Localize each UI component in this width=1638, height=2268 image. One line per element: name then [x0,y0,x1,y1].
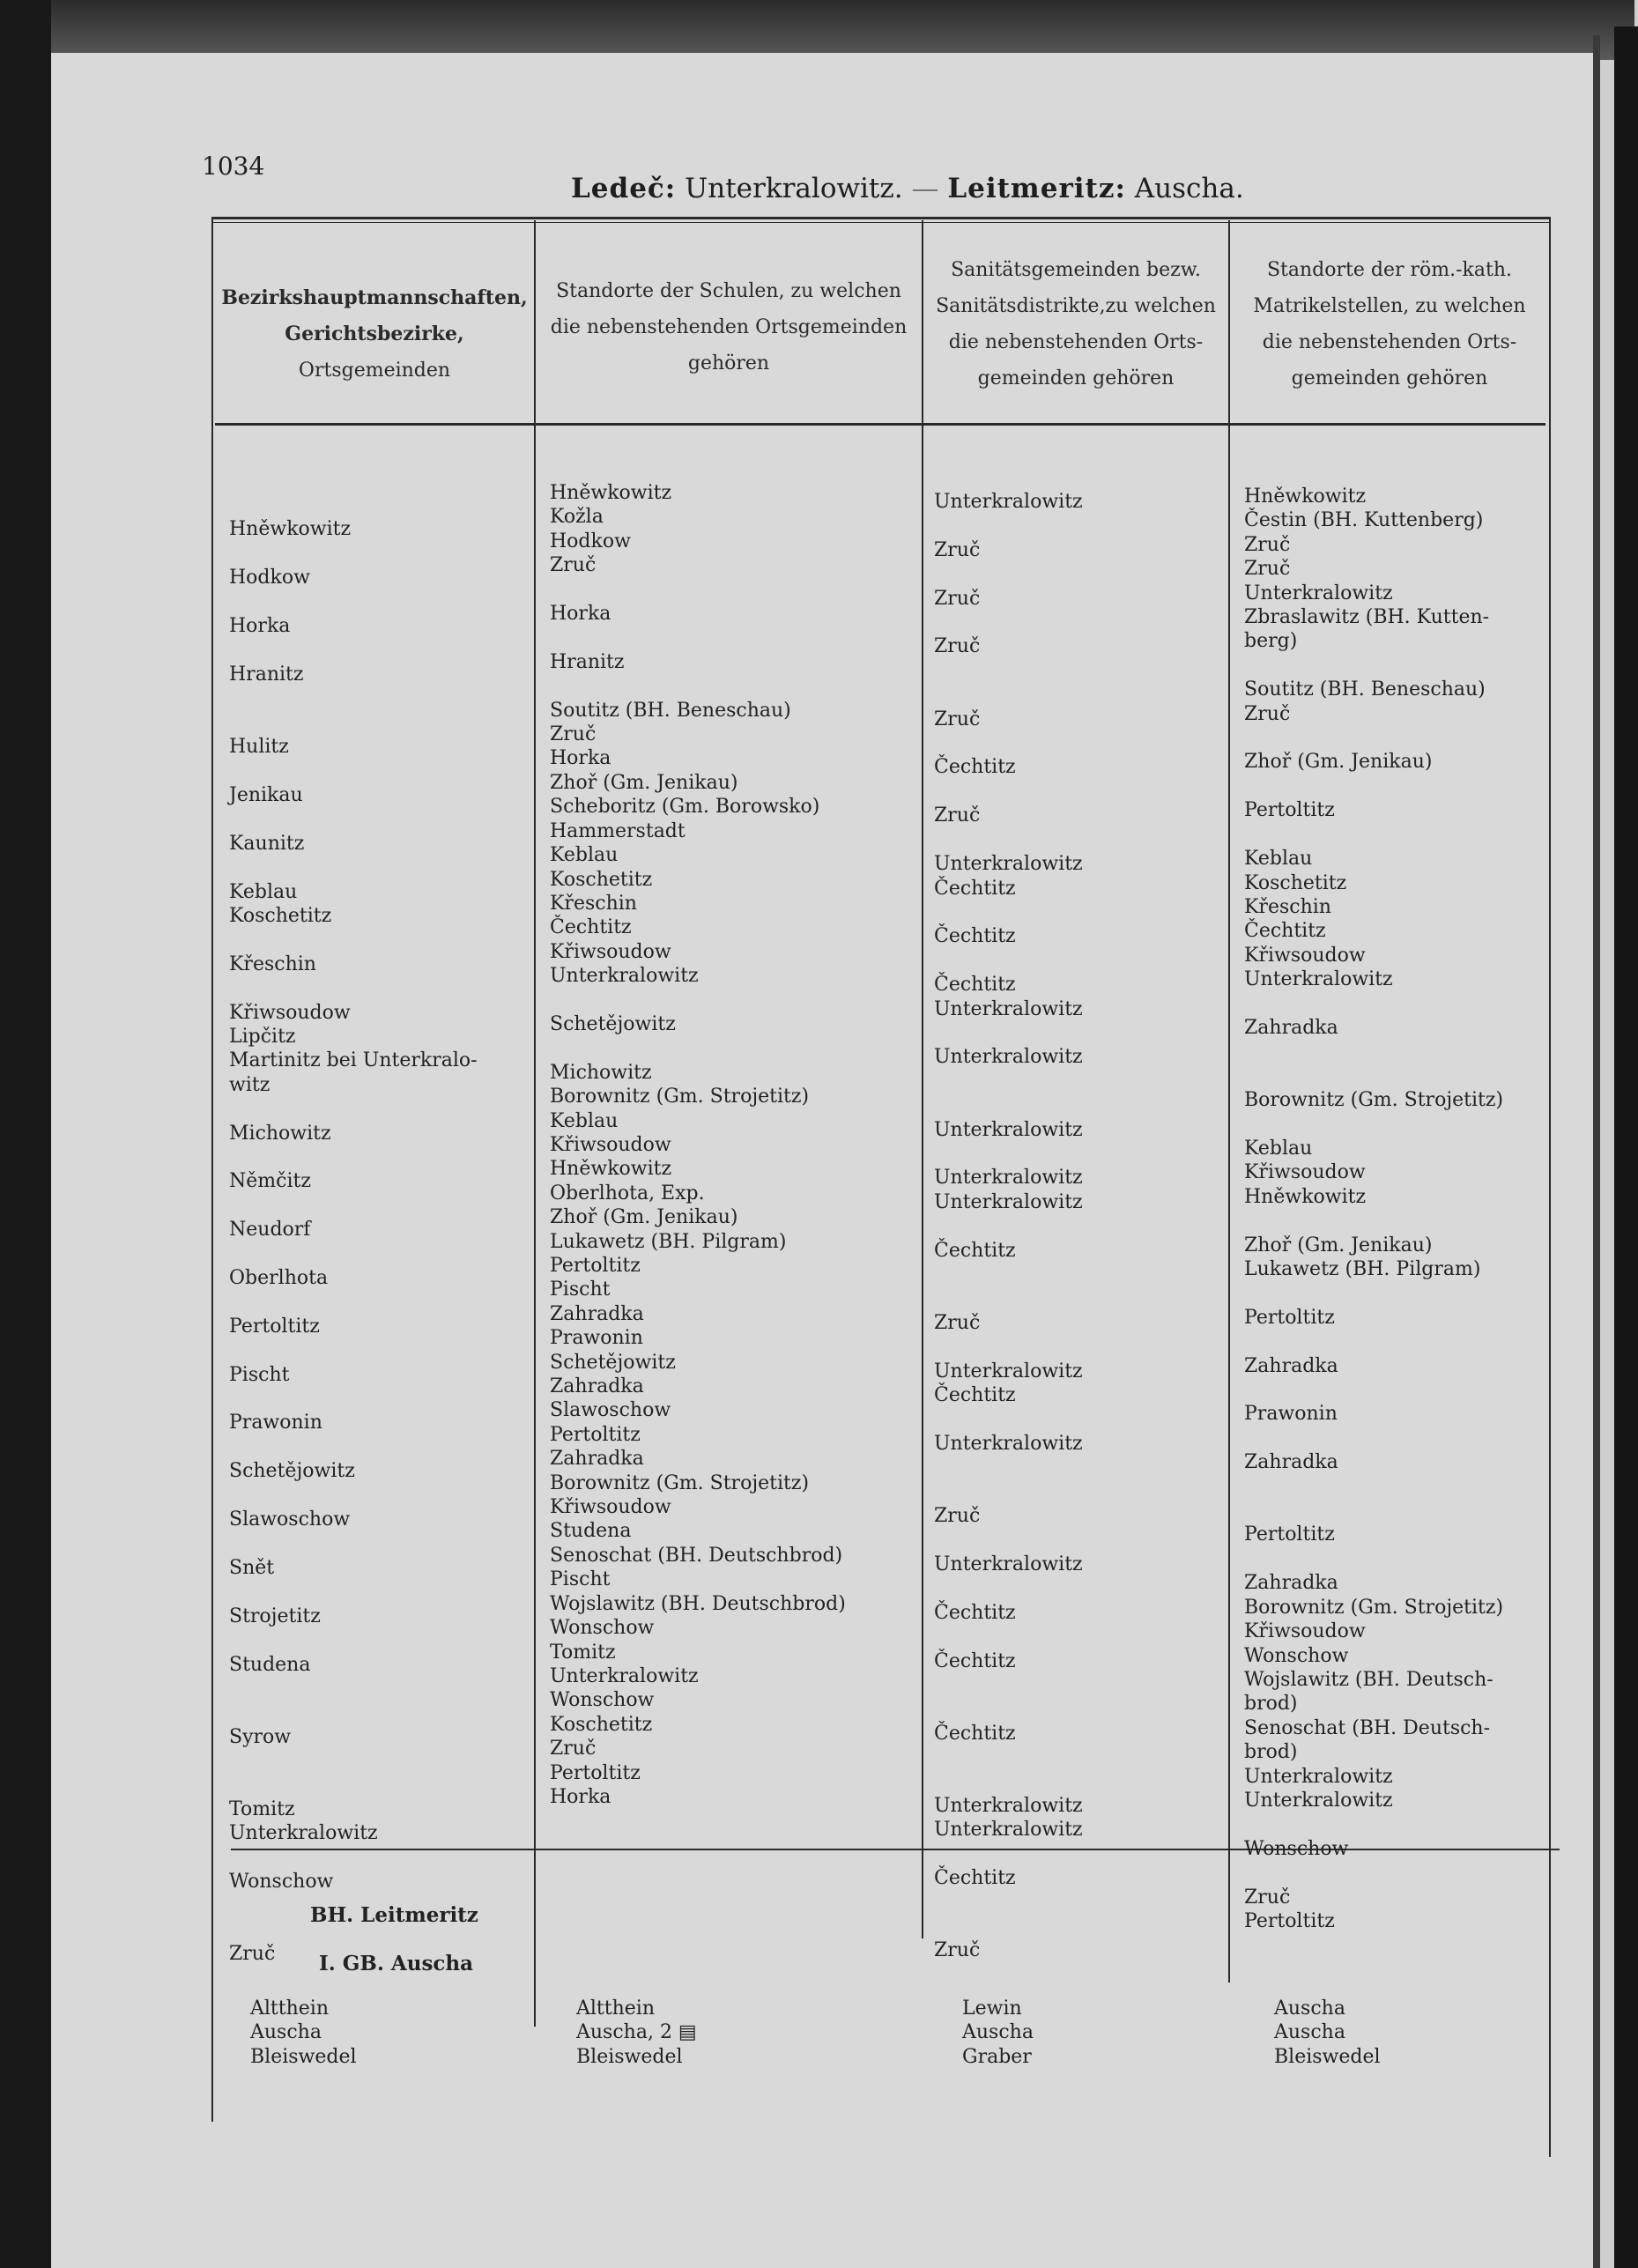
table-cell [1244,1281,1503,1305]
table-cell [934,949,1083,973]
table-cell: Unterkralowitz [229,1822,378,1845]
table-cell: Schetějowitz [550,1012,676,1035]
table-cell [1244,726,1503,750]
col-ortsgemeinden [229,493,478,1967]
table-cell: Čechtitz [934,1722,1016,1745]
table-cell: Čechtitz [934,974,1016,997]
table-cell: Altthein [576,1997,655,2020]
table-cell: Soutitz (BH. Beneschau) [1244,678,1486,701]
table-cell [229,976,478,1000]
table-cell [934,1576,1083,1600]
header-col3-l1: Sanitätsgemeinden bezw. [951,259,1201,281]
table-cell: Oberlhota, Exp. [550,1182,705,1204]
table-cell: Koschetitz [1244,871,1347,894]
table-cell [934,780,1083,804]
table-cell: Wonschow [229,1871,334,1894]
table-cell: Hodkow [229,567,310,589]
table-cell [229,1484,478,1508]
table-cell: Kožla [550,506,604,529]
table-cell: Wojslawitz (BH. Deutschbrod) [550,1592,846,1615]
table-cell: Pertoltitz [550,1761,641,1784]
table-cell [1244,1499,1503,1523]
table-cell: Unterkralowitz [934,1794,1083,1817]
table-cell [229,493,478,517]
table-cell: Unterkralowitz [550,1664,699,1687]
table-cell: Pischt [229,1363,290,1386]
table-cell: Křiwsoudow [1244,944,1366,967]
table-cell: Hněwkowitz [550,1158,672,1181]
table-cell: Hranitz [229,663,304,686]
table-cell [934,1480,1083,1504]
table-cell [934,1625,1083,1649]
table-cell: Zruč [934,804,981,827]
table-cell: Borownitz (Gm. Strojetitz) [1244,1089,1504,1112]
table-cell: Studena [550,1520,632,1543]
table-cell: Kaunitz [229,832,305,855]
table-cell [550,1036,846,1060]
running-head-right: Auscha. [1134,173,1244,204]
table-cell: Studena [229,1653,311,1676]
header-col3-l4: gemeinden gehören [977,367,1175,389]
table-cell: Koschetitz [550,868,653,891]
table-cell [229,686,478,710]
table-cell: Čechtitz [934,1601,1016,1624]
table-cell: Zruč [1244,533,1291,556]
table-cell: Prawonin [229,1412,322,1434]
table-cell: Čechtitz [1244,920,1326,943]
table-cell: Neudorf [229,1219,311,1241]
table-cell: Martinitz bei Unterkralo- [229,1049,478,1072]
table-cell: Čechtitz [934,756,1016,779]
table-cell [229,1338,478,1362]
table-cell: Pischt [550,1568,611,1591]
table-cell: Pischt [550,1279,611,1301]
table-cell [229,1846,478,1870]
table-cell: Zruč [934,635,981,658]
table-cell: Koschetitz [550,1713,653,1736]
table-cell [1244,1378,1503,1402]
table-cell: Michowitz [229,1122,331,1145]
table-cell: Tomitz [229,1797,295,1820]
table-cell: Zahradka [550,1375,644,1398]
table-cell: Lukawetz (BH. Pilgram) [550,1230,787,1253]
table-cell [934,1335,1083,1359]
table-cell: Čechtitz [934,1239,1016,1262]
table-cell: Strojetitz [229,1605,321,1627]
table-cell: Keblau [1244,848,1313,871]
table-cell [229,759,478,782]
header-col2-l3: gehören [687,352,770,374]
table-cell: Křeschin [550,892,637,915]
table-cell [934,1915,1083,1938]
table-cell [934,1770,1083,1794]
table-cell: Syrow [229,1725,292,1748]
table-cell [229,1628,478,1652]
header-col3-l3: die nebenstehenden Orts- [948,331,1204,353]
running-head-left: Unterkralowitz. [685,173,903,204]
table-cell: Čechtitz [550,916,632,939]
scan-right-edge [1614,26,1638,2268]
table-cell: Oberlhota [229,1267,329,1289]
table-cell: Zruč [1244,558,1291,581]
table-cell: Hodkow [550,530,631,552]
table-cell [229,1749,478,1773]
table-cell: Čechtitz [934,1384,1016,1407]
table-cell: Zbraslawitz (BH. Kutten- [1244,606,1490,629]
table-cell [1244,1427,1503,1450]
table-cell: Křiwsoudow [550,940,671,963]
table-cell: Hněwkowitz [550,482,672,504]
table-cell [229,928,478,952]
table-cell: Křiwsoudow [550,1133,671,1156]
table-cell: Horka [550,747,611,770]
table-cell: Unterkralowitz [1244,1765,1393,1788]
table-cell: Hulitz [229,736,289,759]
table-cell: Zruč [1244,702,1291,725]
running-head-left-bold: Ledeč: [571,173,677,204]
table-cell: Unterkralowitz [934,1190,1083,1213]
table-cell [1244,1040,1503,1064]
table-cell [934,1745,1083,1769]
header-col2 [536,273,922,382]
table-top-rule-thin [211,222,1551,223]
table-cell: Zahradka [1244,1572,1338,1595]
table-cell [550,578,846,602]
section-matrikel [1274,1997,1381,2069]
table-cell: witz [229,1073,271,1096]
table-cell: Křeschin [1244,895,1331,918]
table-cell: Senoschat (BH. Deutschbrod) [550,1544,843,1567]
table-cell: Hněwkowitz [1244,485,1367,508]
table-cell: Graber [962,2045,1032,2068]
table-cell: Auscha [1274,2021,1345,2044]
table-cell: Lukawetz (BH. Pilgram) [1244,1258,1481,1280]
table-cell [934,1286,1083,1310]
table-cell [229,1387,478,1411]
table-cell: Zruč [550,554,597,577]
scan-left-edge [0,0,51,2268]
table-cell: Hranitz [550,650,625,673]
col-rule-3 [1228,220,1230,1983]
table-cell: Zruč [229,1943,276,1966]
table-cell [229,1677,478,1701]
table-cell: Zruč [550,1738,597,1760]
table-cell: Křiwsoudow [229,1001,351,1024]
page-number: 1034 [202,152,265,181]
table-cell: Zahradka [550,1448,644,1471]
table-cell: Zahradka [1244,1354,1338,1377]
table-cell: Borownitz (Gm. Strojetitz) [550,1471,810,1494]
table-cell: Unterkralowitz [934,1167,1083,1190]
table-cell: Wonschow [1244,1837,1349,1860]
table-cell: Pertoltitz [550,1423,641,1446]
section-schulen [576,1997,697,2069]
table-cell: Unterkralowitz [550,965,699,988]
table-cell: Wonschow [550,1617,655,1640]
table-cell [1244,992,1503,1016]
table-cell [934,1891,1083,1915]
table-cell: Auscha [250,2021,322,2044]
table-cell: Zruč [550,723,597,746]
table-cell: Zruč [934,708,981,730]
table-cell: Jenikau [229,783,303,806]
table-cell: Prawonin [1244,1403,1338,1426]
table-cell: Schetějowitz [550,1351,676,1374]
header-col2-l2: die nebenstehenden Ortsgemeinden [550,316,908,338]
table-cell: Čechtitz [934,1649,1016,1672]
table-cell [934,731,1083,755]
table-cell: Bleiswedel [250,2045,357,2068]
table-cell: Auscha [1274,1997,1345,2020]
table-cell [229,1194,478,1218]
table-cell: Křiwsoudow [1244,1620,1366,1643]
table-cell: Zahradka [550,1302,644,1325]
scan-top-edge [48,0,1634,60]
header-col1-l1: Bezirkshauptmannschaften, [221,286,528,309]
table-cell: Pertoltitz [1244,1523,1335,1546]
table-cell: Prawonin [550,1327,643,1350]
table-cell [1244,1209,1503,1233]
table-cell: Lewin [962,1997,1022,2020]
running-head-dash: — [911,173,939,204]
section-gb [319,1952,473,1975]
col-rule-2 [922,220,923,1938]
table-cell [934,1263,1083,1286]
table-cell [934,1842,1083,1866]
table-cell: Horka [550,1785,611,1808]
table-cell: Scheboritz (Gm. Borowsko) [550,796,820,819]
table-cell: Křiwsoudow [550,1496,671,1519]
table-cell [229,1580,478,1604]
table-cell: Auscha, 2 ▤ [576,2021,697,2044]
table-cell: Čechtitz [934,925,1016,948]
header-col4-l2: Matrikelstellen, zu welchen [1253,295,1526,317]
table-cell [934,659,1083,683]
table-cell: Unterkralowitz [1244,1789,1393,1812]
table-cell: Hammerstadt [550,819,686,842]
table-cell [229,807,478,831]
table-cell [229,1531,478,1555]
table-cell: Wonschow [1244,1644,1349,1667]
header-col4-l1: Standorte der röm.-kath. [1266,259,1512,281]
table-cell: Unterkralowitz [1244,968,1393,991]
table-cell [550,674,846,698]
header-col4-l3: die nebenstehenden Orts- [1262,331,1517,353]
header-col1-l3: Ortsgemeinden [298,359,451,382]
header-col1 [215,280,534,389]
table-cell [934,901,1083,924]
table-cell: Horka [229,615,291,638]
table-cell [550,989,846,1012]
header-bottom-rule [215,423,1545,426]
running-head-right-bold: Leitmeritz: [947,173,1126,204]
section-ortsgemeinden [250,1997,357,2069]
table-cell [1244,1113,1503,1137]
running-head [571,173,1244,204]
table-cell: Unterkralowitz [934,1819,1083,1842]
table-cell [934,1142,1083,1166]
table-cell: Zahradka [1244,1016,1338,1039]
table-cell: berg) [1244,630,1298,653]
table-cell [1244,1547,1503,1571]
table-cell [934,1407,1083,1431]
table-cell [229,638,478,662]
table-cell [934,1673,1083,1697]
table-cell [934,1214,1083,1238]
table-cell: Tomitz [550,1641,616,1664]
table-cell: Wojslawitz (BH. Deutsch- [1244,1668,1493,1691]
table-cell [934,1697,1083,1721]
table-cell [934,1528,1083,1552]
table-cell: Čechtitz [934,877,1016,900]
table-cell [229,590,478,614]
table-cell: Slawoschow [229,1508,351,1531]
table-cell [934,1021,1083,1045]
table-cell: Pertoltitz [1244,799,1335,822]
table-cell [934,1070,1083,1093]
table-cell [934,683,1083,707]
table-cell: Bleiswedel [1274,2045,1381,2068]
col-sanitaet [934,490,1083,1963]
table-cell: Křiwsoudow [1244,1161,1366,1184]
table-cell: Unterkralowitz [934,853,1083,876]
section-gb-text: I. GB. Auscha [319,1952,474,1975]
table-cell: Zruč [934,538,981,561]
header-col3-l2: Sanitätsdistrikte,zu welchen [936,295,1216,317]
table-cell: Keblau [1244,1137,1313,1160]
table-cell: Keblau [229,880,298,903]
table-cell: Pertoltitz [1244,1909,1335,1932]
table-cell: Unterkralowitz [934,1553,1083,1575]
table-cell: Zruč [934,1939,981,1962]
table-cell: Bleiswedel [576,2045,683,2068]
table-cell [229,856,478,879]
table-cell: Zruč [934,587,981,610]
table-cell [229,1097,478,1121]
table-cell: Keblau [550,844,619,867]
table-cell: Unterkralowitz [934,491,1083,513]
table-cell: Wonschow [550,1689,655,1712]
table-cell: Slawoschow [550,1399,671,1422]
table-cell: Horka [550,603,611,626]
table-cell [1244,1861,1503,1885]
col-rule-1 [534,220,536,2027]
table-cell [1244,1475,1503,1499]
table-cell: Zhoř (Gm. Jenikau) [1244,1234,1433,1256]
table-cell: Hněwkowitz [229,518,352,541]
table-cell [229,711,478,735]
table-cell [229,1701,478,1724]
table-top-rule [211,217,1551,219]
table-cell [934,562,1083,586]
table-cell [229,542,478,566]
table-cell: Pertoltitz [229,1315,320,1338]
table-left-rule [211,219,213,2122]
table-cell: Zruč [1244,1886,1291,1909]
table-cell [934,514,1083,537]
table-cell: Čestin (BH. Kuttenberg) [1244,509,1484,532]
scan-right-shadow [1593,35,1600,2268]
table-cell: Zahradka [1244,1451,1338,1474]
table-cell: Hněwkowitz [1244,1185,1367,1208]
table-cell: Borownitz (Gm. Strojetitz) [1244,1596,1504,1619]
table-cell: Borownitz (Gm. Strojetitz) [550,1086,810,1108]
table-cell: Křeschin [229,952,316,975]
table-cell [934,1093,1083,1117]
table-cell: Unterkralowitz [934,997,1083,1020]
table-cell: brod) [1244,1693,1298,1716]
header-col2-l1: Standorte der Schulen, zu welchen [556,280,901,302]
table-cell: Pertoltitz [1244,1306,1335,1329]
table-cell: Auscha [962,2021,1034,2044]
table-cell: Pertoltitz [550,1255,641,1277]
table-cell [1244,1330,1503,1353]
table-cell: Unterkralowitz [934,1046,1083,1069]
header-col4-l4: gemeinden gehören [1291,367,1488,389]
table-cell [934,828,1083,852]
table-cell [934,1456,1083,1479]
table-cell [1244,1064,1503,1088]
table-cell: Lipčitz [229,1025,296,1048]
table-cell: Zruč [934,1505,981,1528]
table-cell [550,626,846,649]
table-cell: Unterkralowitz [934,1118,1083,1141]
table-cell [934,611,1083,634]
col-schulen [550,481,846,1809]
table-cell [229,1774,478,1797]
section-sanitaet [962,1997,1034,2069]
table-cell: Snět [229,1556,275,1579]
table-right-rule [1549,219,1551,2157]
header-col1-l2: Gerichtsbezirke, [285,322,464,345]
table-cell: Altthein [250,1997,329,2020]
table-cell: Schetějowitz [229,1460,355,1483]
table-cell: Senoschat (BH. Deutsch- [1244,1716,1491,1739]
table-cell: Čechtitz [934,1867,1016,1890]
table-cell: Unterkralowitz [1244,582,1393,604]
table-cell [229,1435,478,1459]
table-cell: Unterkralowitz [934,1432,1083,1455]
table-cell [229,1145,478,1169]
table-cell: Zruč [934,1311,981,1334]
table-cell [1244,775,1503,798]
header-col3 [923,252,1228,397]
header-col4 [1230,252,1549,397]
table-cell: Michowitz [550,1061,652,1084]
col-matrikel [1244,485,1503,1933]
table-cell: Koschetitz [229,904,332,927]
table-cell [1244,1812,1503,1836]
table-cell: Zhoř (Gm. Jenikau) [1244,751,1433,774]
table-cell: Unterkralowitz [934,1360,1083,1382]
section-bh [310,1903,478,1927]
table-cell [229,1290,478,1314]
table-cell: Keblau [550,1109,619,1132]
table-cell [1244,654,1503,678]
table-cell: brod) [1244,1741,1298,1764]
section-bh-text: BH. Leitmeritz [310,1903,478,1927]
table-cell [1244,823,1503,847]
table-cell: Zhoř (Gm. Jenikau) [550,1206,738,1229]
table-cell: Zhoř (Gm. Jenikau) [550,771,738,794]
table-cell: Němčitz [229,1170,311,1193]
table-cell: Soutitz (BH. Beneschau) [550,699,791,722]
table-cell [229,1242,478,1266]
